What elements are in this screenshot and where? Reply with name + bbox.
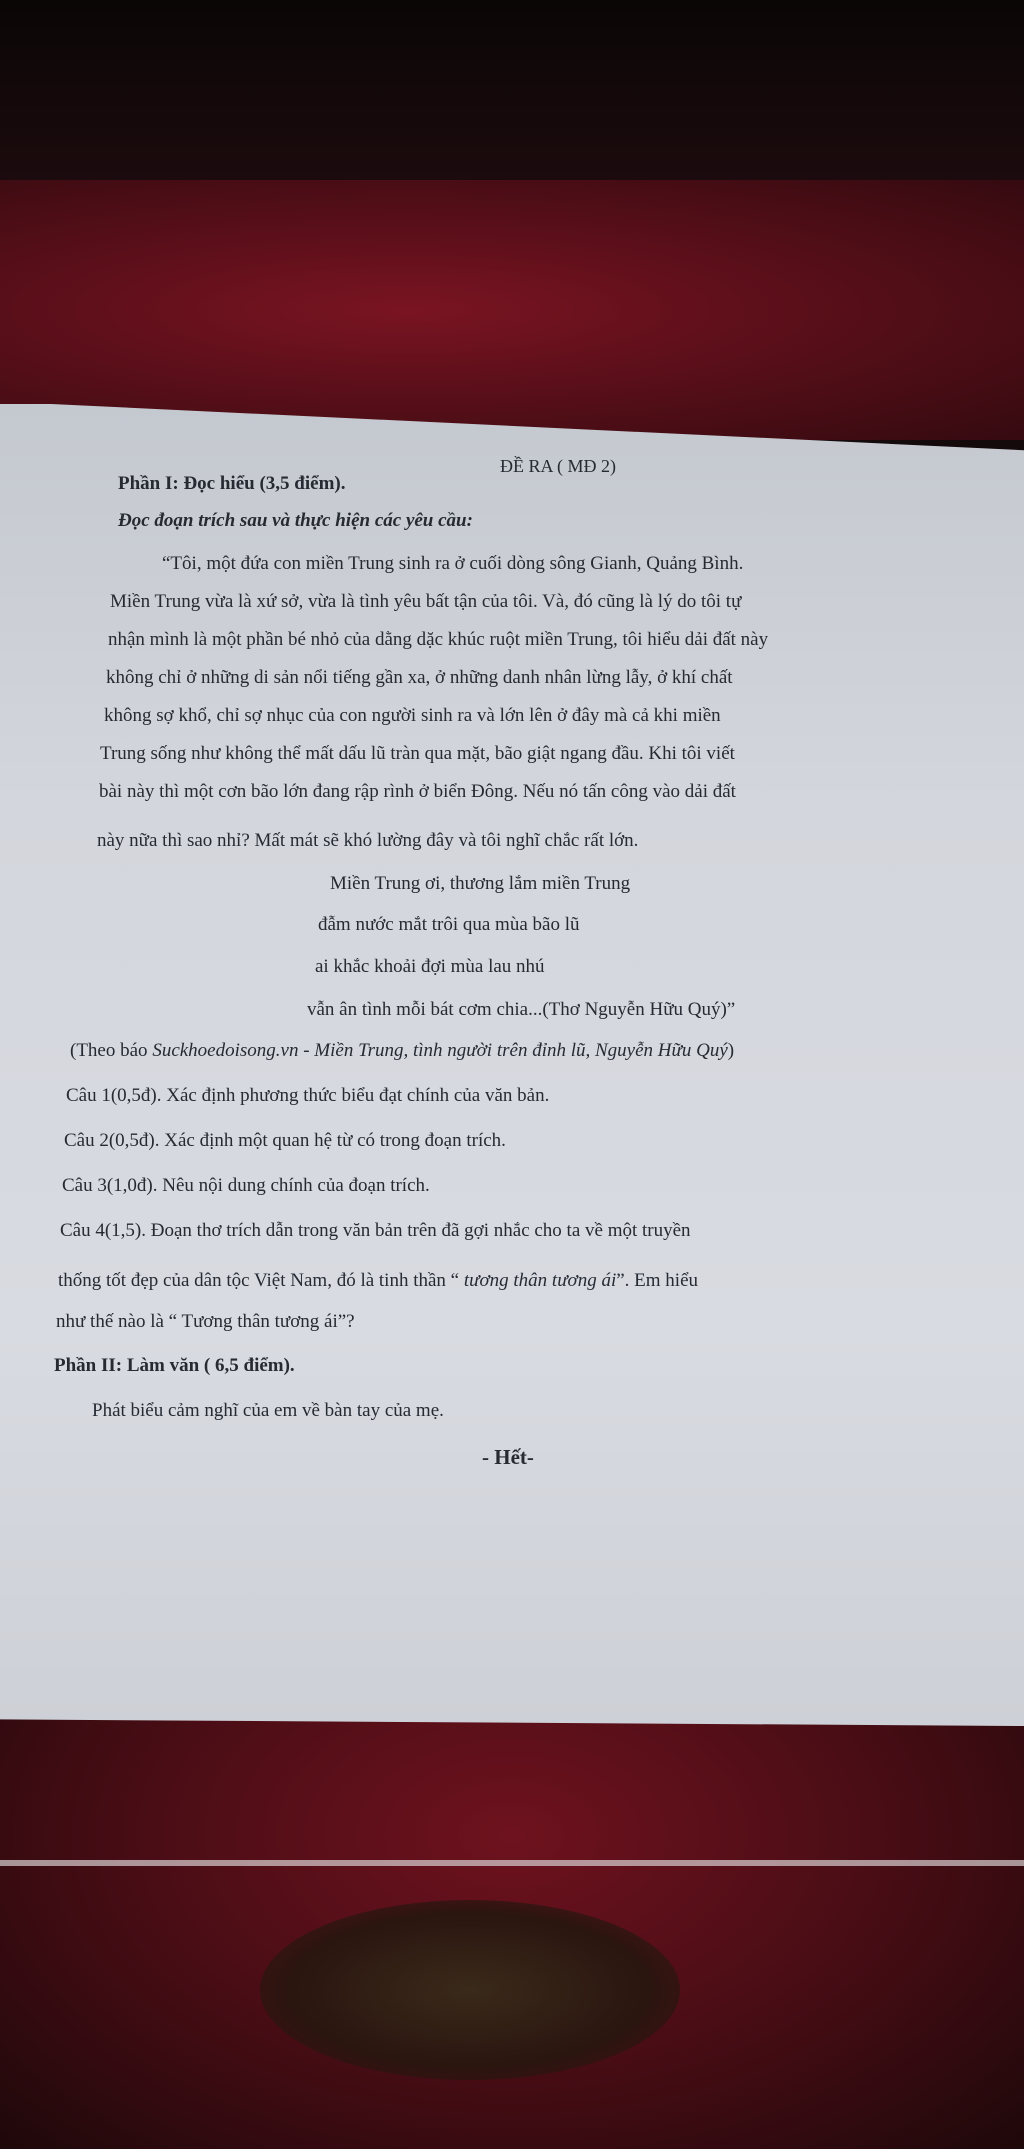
passage-line: Trung sống như không thể mất dấu lũ tràn qua mặt, bão giật ngang đầu. Khi tôi viết xyxy=(100,743,735,764)
source-title: - Miền Trung, tình người trên đỉnh lũ, Nguyễn Hữu Quý xyxy=(298,1040,728,1061)
source-citation xyxy=(70,1040,734,1062)
question-4-line: như thế nào là “ Tương thân tương ái”? xyxy=(56,1311,355,1332)
poem-line: đẫm nước mắt trôi qua mùa bão lũ xyxy=(318,914,580,935)
question-4-text: thống tốt đẹp của dân tộc Việt Nam, đó là tinh thần “ xyxy=(58,1270,464,1291)
passage-line: “Tôi, một đứa con miền Trung sinh ra ở cuối dòng sông Gianh, Quảng Bình. xyxy=(162,553,744,574)
passage-line: không sợ khổ, chỉ sợ nhục của con người sinh ra và lớn lên ở đây mà cả khi miền xyxy=(104,705,721,726)
part2-heading: Phần II: Làm văn ( 6,5 điểm). xyxy=(54,1355,295,1376)
instruction: Đọc đoạn trích sau và thực hiện các yêu cầu: xyxy=(118,510,473,531)
part1-heading: Phần I: Đọc hiểu (3,5 điểm). xyxy=(118,473,346,494)
passage-line: không chỉ ở những di sản nổi tiếng gần xa, ở những danh nhân lừng lẫy, ở khí chất xyxy=(106,667,733,688)
exam-title: ĐỀ RA ( MĐ 2) xyxy=(500,456,616,476)
background-fabric-top xyxy=(0,180,1024,440)
question-1: Câu 1(0,5đ). Xác định phương thức biểu đạt chính của văn bản. xyxy=(66,1085,550,1106)
question-4-line: Câu 4(1,5). Đoạn thơ trích dẫn trong văn bản trên đã gợi nhắc cho ta về một truyền xyxy=(60,1220,691,1241)
question-3: Câu 3(1,0đ). Nêu nội dung chính của đoạn trích. xyxy=(62,1175,430,1196)
question-4-text: ”. Em hiểu xyxy=(616,1270,699,1291)
background-dark-top xyxy=(0,0,1024,190)
source-suffix: ) xyxy=(727,1040,735,1061)
end-mark: - Hết- xyxy=(482,1445,534,1469)
question-4-line xyxy=(58,1270,698,1292)
passage-line: nhận mình là một phần bé nhỏ của dằng dặc khúc ruột miền Trung, tôi hiểu dải đất này xyxy=(108,629,769,650)
essay-prompt: Phát biểu cảm nghĩ của em về bàn tay của mẹ. xyxy=(92,1400,444,1421)
poem-line: Miền Trung ơi, thương lắm miền Trung xyxy=(330,873,631,894)
background-fabric-fold xyxy=(0,1860,1024,1866)
passage-line: bài này thì một cơn bão lớn đang rập rình ở biển Đông. Nếu nó tấn công vào dải đất xyxy=(99,781,736,802)
passage-line: Miền Trung vừa là xứ sở, vừa là tình yêu bất tận của tôi. Và, đó cũng là lý do tôi tự xyxy=(110,591,742,612)
background-fabric-pattern xyxy=(260,1900,680,2080)
question-2: Câu 2(0,5đ). Xác định một quan hệ từ có trong đoạn trích. xyxy=(64,1130,506,1151)
question-4-emphasis: tương thân tương ái xyxy=(463,1270,617,1291)
passage-line: này nữa thì sao nhỉ? Mất mát sẽ khó lường đây và tôi nghĩ chắc rất lớn. xyxy=(97,830,639,851)
poem-line: vẫn ân tình mỗi bát cơm chia...(Thơ Nguyễn Hữu Quý)” xyxy=(307,999,736,1020)
poem-line: ai khắc khoải đợi mùa lau nhú xyxy=(315,956,545,977)
source-prefix: (Theo báo xyxy=(70,1040,153,1061)
source-site: Suckhoedoisong.vn xyxy=(152,1040,299,1061)
